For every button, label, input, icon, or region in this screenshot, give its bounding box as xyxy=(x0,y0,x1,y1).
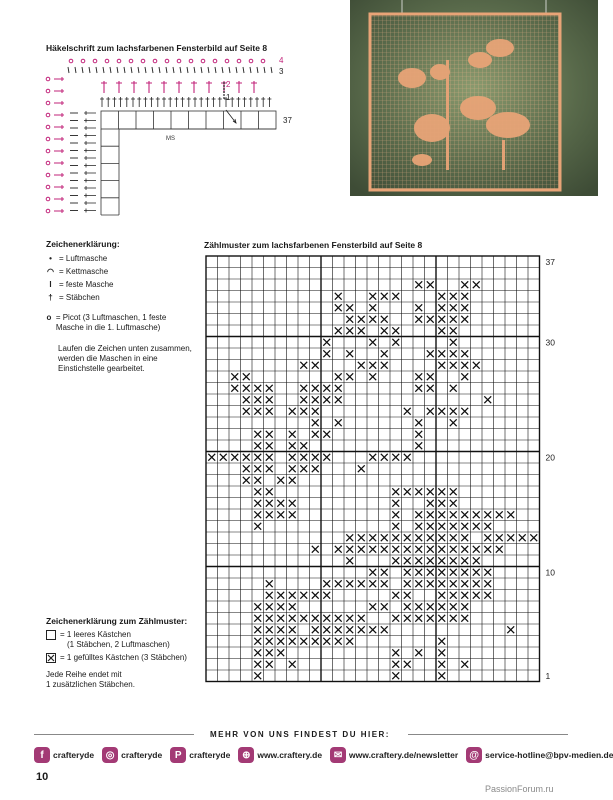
footer-links xyxy=(34,745,613,765)
legend-item-kettmasche: ◠ = Kettmasche xyxy=(47,267,109,276)
chart-title: Zählmuster zum lachsfarbenen Fensterbild auf Seite 8 xyxy=(204,240,423,250)
sc-mark xyxy=(201,67,202,73)
row-label-4: 4 xyxy=(279,56,284,65)
dc-mark xyxy=(205,97,209,107)
dc-mark xyxy=(54,161,64,165)
sc-mark xyxy=(236,67,237,73)
picot-mark xyxy=(46,77,50,81)
dc-mark xyxy=(218,97,222,107)
dc-mark xyxy=(84,141,96,145)
dc-mark xyxy=(131,97,135,107)
chain-mark xyxy=(223,94,225,96)
newsletter-link[interactable]: ✉ www.craftery.de/newsletter xyxy=(330,747,458,763)
sc-mark xyxy=(187,67,188,73)
dc-mark xyxy=(84,186,96,190)
dc-mark xyxy=(54,185,64,189)
picot-mark xyxy=(129,59,133,63)
dc-mark xyxy=(112,97,116,107)
sc-mark xyxy=(222,67,223,73)
sc-mark xyxy=(68,67,69,73)
dc-mark xyxy=(181,97,185,107)
chain-mark xyxy=(223,97,225,99)
chain-mark xyxy=(223,85,225,87)
dc-mark xyxy=(176,81,182,93)
dc-mark xyxy=(84,194,96,198)
dc-mark xyxy=(143,97,147,107)
dc-mark xyxy=(116,81,122,93)
dc-mark xyxy=(193,97,197,107)
footer-heading: MEHR VON UNS FINDEST DU HIER: xyxy=(210,730,390,739)
picot-mark xyxy=(237,59,241,63)
picot-mark xyxy=(46,173,50,177)
dc-mark xyxy=(162,97,166,107)
page-number: 10 xyxy=(36,771,49,783)
dc-mark xyxy=(146,81,152,93)
hotline-email-link[interactable]: @ service-hotline@bpv-medien.de xyxy=(466,747,613,763)
sc-mark xyxy=(117,67,118,73)
sc-mark xyxy=(271,67,272,73)
dc-mark xyxy=(84,134,96,138)
sc-mark xyxy=(208,67,209,73)
sc-mark xyxy=(103,67,104,73)
sc-mark xyxy=(124,67,125,73)
sc-mark xyxy=(215,67,216,73)
row-end-note: Jede Reihe endet mit xyxy=(46,670,122,679)
dc-mark xyxy=(137,97,141,107)
sc-mark xyxy=(75,67,76,73)
crochet-diagram xyxy=(36,55,306,225)
dc-mark xyxy=(84,164,96,168)
picot-mark xyxy=(46,149,50,153)
legend-item-feste-masche: I = feste Masche xyxy=(46,280,113,290)
dc-mark xyxy=(84,149,96,153)
row-label-2: 2 xyxy=(226,80,231,89)
sc-mark xyxy=(110,67,111,73)
empty-square-icon xyxy=(46,630,56,640)
picot-mark xyxy=(46,185,50,189)
sc-mark xyxy=(243,67,244,73)
sc-mark xyxy=(82,67,83,73)
picot-mark xyxy=(117,59,121,63)
dc-mark xyxy=(236,81,242,93)
sc-mark xyxy=(250,67,251,73)
dc-mark xyxy=(54,209,64,213)
dc-mark xyxy=(84,126,96,130)
picot-mark xyxy=(153,59,157,63)
chain-mark xyxy=(223,82,225,84)
chart-row-label: 20 xyxy=(545,452,555,463)
globe-icon: ⊕ xyxy=(238,747,254,763)
dc-mark xyxy=(84,156,96,160)
sc-mark xyxy=(166,67,167,73)
dc-mark xyxy=(100,97,104,107)
sc-mark xyxy=(152,67,153,73)
legend-item-staebchen: † = Stäbchen xyxy=(46,293,100,303)
dc-mark xyxy=(54,197,64,201)
filled-square-icon xyxy=(46,653,56,663)
dc-mark xyxy=(206,81,212,93)
picot-mark xyxy=(213,59,217,63)
sc-mark xyxy=(159,67,160,73)
picot-mark xyxy=(249,59,253,63)
chart-row-label: 37 xyxy=(545,257,555,268)
sc-mark xyxy=(96,67,97,73)
dc-mark xyxy=(84,201,96,205)
dc-mark xyxy=(168,97,172,107)
dc-mark xyxy=(84,119,96,123)
dc-mark xyxy=(54,77,64,81)
picot-mark xyxy=(177,59,181,63)
dc-mark xyxy=(236,97,240,107)
dc-mark xyxy=(174,97,178,107)
chain-mark xyxy=(223,91,225,93)
picot-mark xyxy=(189,59,193,63)
dc-mark xyxy=(54,101,64,105)
picot-mark xyxy=(46,137,50,141)
dc-mark xyxy=(54,149,64,153)
website-link[interactable]: ⊕ www.craftery.de xyxy=(238,747,322,763)
dc-mark xyxy=(150,97,154,107)
dc-mark xyxy=(230,97,234,107)
sc-mark xyxy=(145,67,146,73)
row-label-3: 3 xyxy=(279,67,284,76)
picot-mark xyxy=(46,89,50,93)
dc-mark xyxy=(54,173,64,177)
dc-mark xyxy=(101,81,107,93)
picot-mark xyxy=(201,59,205,63)
dc-mark xyxy=(156,97,160,107)
facebook-icon: f xyxy=(34,747,50,763)
row-label-37: 37 xyxy=(283,116,292,125)
dc-mark xyxy=(255,97,259,107)
at-icon: @ xyxy=(466,747,482,763)
sc-mark xyxy=(194,67,195,73)
pinterest-icon: P xyxy=(170,747,186,763)
dc-mark xyxy=(199,97,203,107)
legend-item-picot: o = Picot (3 Luftmaschen, 1 feste Masche in die 1. Luftmasche) xyxy=(46,313,167,332)
dc-mark xyxy=(251,81,257,93)
picot-mark xyxy=(165,59,169,63)
picot-mark xyxy=(225,59,229,63)
lace-photo xyxy=(350,0,598,196)
picot-mark xyxy=(46,161,50,165)
picot-mark xyxy=(69,59,73,63)
dc-mark xyxy=(54,137,64,141)
legend-title: Zeichenerklärung: xyxy=(46,239,120,249)
dc-mark xyxy=(119,97,123,107)
sc-mark xyxy=(89,67,90,73)
sc-mark xyxy=(138,67,139,73)
dc-mark xyxy=(131,81,137,93)
sc-mark xyxy=(131,67,132,73)
dc-mark xyxy=(125,97,129,107)
sc-mark xyxy=(264,67,265,73)
instagram-link[interactable]: ◎ crafteryde xyxy=(102,747,162,763)
dc-mark xyxy=(84,171,96,175)
picot-mark xyxy=(46,125,50,129)
legend-item-luftmasche: • = Luftmasche xyxy=(46,254,107,264)
dc-mark xyxy=(187,97,191,107)
row-label-1: 1 xyxy=(226,93,231,102)
dc-mark xyxy=(106,97,110,107)
picot-mark xyxy=(261,59,265,63)
picot-mark xyxy=(46,101,50,105)
dc-mark xyxy=(191,81,197,93)
mail-icon: ✉ xyxy=(330,747,346,763)
picot-mark xyxy=(105,59,109,63)
sc-mark xyxy=(173,67,174,73)
sc-mark xyxy=(257,67,258,73)
dc-mark xyxy=(261,97,265,107)
picot-mark xyxy=(141,59,145,63)
chart-legend-title: Zeichenerklärung zum Zählmuster: xyxy=(46,616,188,626)
empty-square-detail: (1 Stäbchen, 2 Luftmaschen) xyxy=(67,640,170,649)
dc-mark xyxy=(161,81,167,93)
row-end-note-2: 1 zusätzlichen Stäbchen. xyxy=(46,680,135,689)
dc-mark xyxy=(249,97,253,107)
dc-mark xyxy=(267,97,271,107)
dc-mark xyxy=(84,111,96,115)
pinterest-link[interactable]: P crafteryde xyxy=(170,747,230,763)
picot-mark xyxy=(46,113,50,117)
facebook-link[interactable]: f crafteryde xyxy=(34,747,94,763)
picot-mark xyxy=(46,209,50,213)
picot-mark xyxy=(46,197,50,201)
sc-mark xyxy=(229,67,230,73)
chart-row-label: 30 xyxy=(545,337,555,348)
ms-label: MS xyxy=(166,136,175,142)
sc-mark xyxy=(180,67,181,73)
dc-mark xyxy=(243,97,247,107)
filled-square-label: = 1 gefülltes Kästchen (3 Stäbchen) xyxy=(60,653,187,662)
dc-mark xyxy=(54,113,64,117)
double-crochet-icon: † xyxy=(48,293,53,302)
picot-mark xyxy=(81,59,85,63)
diagram-title: Häkelschrift zum lachsfarbenen Fensterbild auf Seite 8 xyxy=(46,43,268,53)
chain-stitch-icon: • xyxy=(49,254,52,263)
empty-square-label: = 1 leeres Kästchen xyxy=(60,630,131,639)
slip-stitch-icon: ◠ xyxy=(47,267,54,276)
chain-mark xyxy=(223,88,225,90)
chart-row-label: 10 xyxy=(545,567,555,578)
start-arrow xyxy=(226,110,236,123)
picot-mark xyxy=(93,59,97,63)
picot-icon: o xyxy=(46,313,52,322)
dc-mark xyxy=(212,97,216,107)
dc-mark xyxy=(84,179,96,183)
dc-mark xyxy=(84,209,96,213)
dc-mark xyxy=(54,125,64,129)
watermark: PassionForum.ru xyxy=(485,784,554,794)
chart-row-label: 1 xyxy=(545,671,551,682)
legend-note: Laufen die Zeichen unten zusammen, werden die Maschen in eine Einstichstelle gearbeitet. xyxy=(58,344,192,373)
instagram-icon: ◎ xyxy=(102,747,118,763)
filet-chart xyxy=(200,252,570,692)
single-crochet-icon: I xyxy=(49,280,52,289)
dc-mark xyxy=(54,89,64,93)
